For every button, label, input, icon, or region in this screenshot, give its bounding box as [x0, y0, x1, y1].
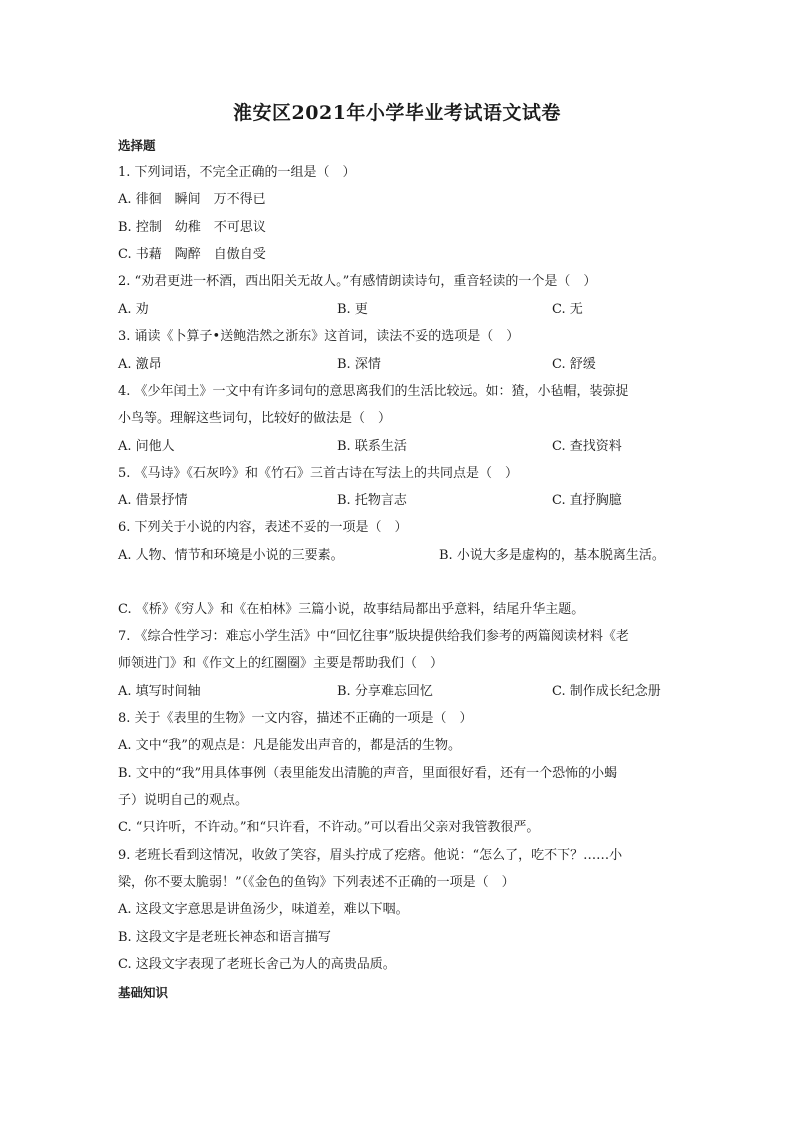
question-4-options: [118, 438, 678, 456]
section-heading-choice: 选择题: [118, 138, 156, 153]
question-9-stem-line-2: 梁，你不要太脆弱！”（《金色的鱼钩》下列表述不正确的一项是（ ）: [118, 875, 515, 890]
question-2-option-b: B. 更: [337, 302, 368, 317]
question-2-option-c: C. 无: [552, 302, 583, 317]
question-9-option-a: A. 这段文字意思是讲鱼汤少，味道差，难以下咽。: [118, 902, 409, 917]
question-8-option-c: C. “只许听，不许动。”和“只许看，不许动。”可以看出父亲对我管教很严。: [118, 820, 540, 835]
question-7-options: [118, 683, 678, 701]
question-2-option-a: A. 劝: [118, 302, 149, 317]
question-8-stem: 8. 关于《表里的生物》一文内容，描述不正确的一项是（ ）: [118, 711, 473, 726]
exam-title: 淮安区2021年小学毕业考试语文试卷: [233, 102, 561, 124]
question-1-option-a: A. 徘徊 瞬间 万不得已: [118, 192, 266, 207]
question-6-options-row: [118, 547, 678, 565]
question-5-option-a: A. 借景抒情: [118, 493, 188, 508]
question-7-option-a: A. 填写时间轴: [118, 684, 201, 699]
question-2-options: [118, 301, 678, 319]
question-8-option-a: A. 文中“我”的观点是：凡是能发出声音的，都是活的生物。: [118, 738, 461, 753]
question-6-option-c: C. 《桥》《穷人》和《在柏林》三篇小说，故事结局都出乎意料，结尾升华主题。: [118, 602, 585, 617]
question-3-stem: 3. 诵读《卜算子•送鲍浩然之浙东》这首词，读法不妥的选项是（ ）: [118, 329, 520, 344]
question-4-stem-line-1: 4. 《少年闰土》一文中有许多词句的意思离我们的生活比较远。如：猹，小毡帽，装弶捉: [118, 384, 629, 399]
question-5-option-c: C. 直抒胸臆: [552, 493, 622, 508]
question-9-option-b: B. 这段文字是老班长神态和语言描写: [118, 930, 331, 945]
question-6-stem: 6. 下列关于小说的内容，表述不妥的一项是（ ）: [118, 520, 408, 535]
question-8-option-b-line-2: 子）说明自己的观点。: [118, 793, 249, 808]
question-3-option-a: A. 激昂: [118, 357, 162, 372]
question-9-option-c: C. 这段文字表现了老班长舍己为人的高贵品质。: [118, 957, 396, 972]
question-3-option-b: B. 深情: [337, 357, 381, 372]
question-3-options: [118, 356, 678, 374]
question-4-option-a: A. 问他人: [118, 439, 175, 454]
question-3-option-c: C. 舒缓: [552, 357, 596, 372]
question-5-option-b: B. 托物言志: [337, 493, 407, 508]
question-4-option-c: C. 查找资料: [552, 439, 622, 454]
question-4-option-b: B. 联系生活: [337, 439, 407, 454]
question-6-option-a: A. 人物、情节和环境是小说的三要素。: [118, 548, 344, 563]
question-7-option-c: C. 制作成长纪念册: [552, 684, 661, 699]
question-1-option-c: C. 书藉 陶醉 自傲自受: [118, 247, 266, 262]
question-7-stem-line-1: 7. 《综合性学习：难忘小学生活》中“回忆往事”版块提供给我们参考的两篇阅读材料《老: [118, 629, 629, 644]
question-7-option-b: B. 分享难忘回忆: [337, 684, 433, 699]
question-4-stem-line-2: 小鸟等。理解这些词句，比较好的做法是（ ）: [118, 411, 392, 426]
question-2-stem: 2. “劝君更进一杯酒，西出阳关无故人。”有感情朗读诗句，重音轻读的一个是（ ）: [118, 274, 597, 289]
question-1-option-b: B. 控制 幼稚 不可思议: [118, 220, 266, 235]
question-8-option-b-line-1: B. 文中的“我”用具体事例（表里能发出清脆的声音，里面很好看，还有一个恐怖的小蝎: [118, 766, 618, 781]
question-5-stem: 5. 《马诗》《石灰吟》和《竹石》三首古诗在写法上的共同点是（ ）: [118, 466, 519, 481]
question-1-stem: 1. 下列词语，不完全正确的一组是（ ）: [118, 165, 356, 180]
question-7-stem-line-2: 师领进门》和《作文上的红圈圈》主要是帮助我们（ ）: [118, 656, 444, 671]
section-heading-basics: 基础知识: [118, 985, 169, 1000]
question-6-option-b: B. 小说大多是虚构的，基本脱离生活。: [439, 548, 665, 563]
question-9-stem-line-1: 9. 老班长看到这情况，收敛了笑容，眉头拧成了疙瘩。他说：“怎么了，吃不下？……小: [118, 848, 623, 863]
question-5-options: [118, 492, 678, 510]
